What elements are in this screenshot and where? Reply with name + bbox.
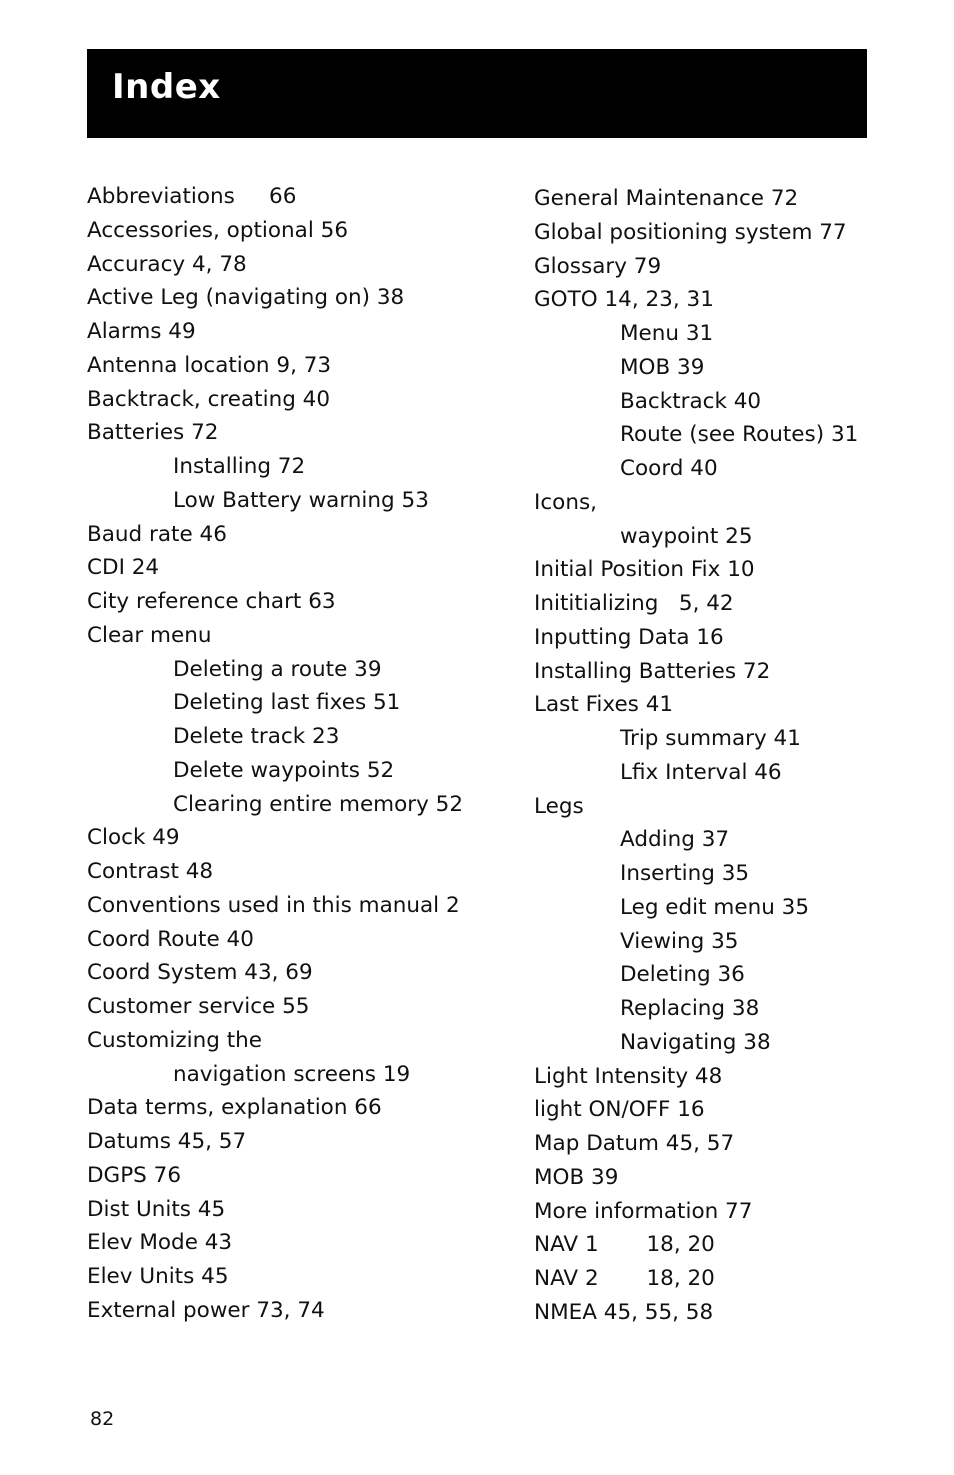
index-subentry: Lfix Interval 46 [620, 759, 782, 785]
index-entry: Inputting Data 16 [534, 624, 724, 650]
index-subentry: navigation screens 19 [173, 1061, 411, 1087]
index-subentry: Adding 37 [620, 827, 730, 853]
index-entry: Datums 45, 57 [87, 1129, 247, 1154]
index-entry: DGPS 76 [87, 1162, 182, 1188]
index-entry: Customizing the [87, 1027, 262, 1053]
index-entry: Conventions used in this manual 2 [87, 892, 460, 918]
index-entry: Batteries 72 [87, 420, 219, 446]
index-entry: Customer service 55 [87, 994, 310, 1019]
index-subentry: Trip summary 41 [620, 726, 801, 751]
index-entry: Active Leg (navigating on) 38 [87, 285, 405, 311]
index-subentry: Installing 72 [173, 454, 306, 479]
index-entry: Dist Units 45 [87, 1196, 226, 1222]
index-entry: Contrast 48 [87, 859, 214, 884]
index-subentry: Replacing 38 [620, 996, 760, 1021]
index-entry: Coord Route 40 [87, 926, 254, 952]
index-entry: GOTO 14, 23, 31 [534, 287, 714, 313]
index-entry: Abbreviations 66 [87, 184, 297, 209]
index-subentry: Inserting 35 [620, 861, 750, 886]
index-subentry: Deleting a route 39 [173, 656, 382, 682]
index-entry: NAV 1 18, 20 [534, 1232, 715, 1258]
index-subentry: MOB 39 [620, 354, 705, 380]
index-subentry: Deleting 36 [620, 962, 745, 988]
index-entry: Clock 49 [87, 825, 180, 851]
index-entry: General Maintenance 72 [534, 186, 799, 211]
index-column-right [534, 182, 944, 1330]
page-number: 82 [90, 1408, 115, 1430]
index-entry: Icons, [534, 489, 597, 515]
index-entry: Installing Batteries 72 [534, 658, 771, 684]
index-entry: More information 77 [534, 1198, 753, 1224]
index-entry: Antenna location 9, 73 [87, 352, 332, 378]
index-subentry: Backtrack 40 [620, 388, 762, 414]
index-entry: Accuracy 4, 78 [87, 251, 247, 277]
index-subentry: Deleting last fixes 51 [173, 690, 401, 716]
index-entry: Legs [534, 793, 584, 819]
index-entry: Global positioning system 77 [534, 219, 847, 245]
index-entry: CDI 24 [87, 555, 160, 581]
index-entry: Light Intensity 48 [534, 1063, 723, 1089]
index-entry: Inititializing 5, 42 [534, 591, 734, 616]
index-entry: City reference chart 63 [87, 589, 336, 614]
index-column-left [87, 180, 497, 1328]
index-subentry: waypoint 25 [620, 523, 753, 549]
index-subentry: Route (see Routes) 31 [620, 422, 859, 448]
index-entry: Elev Mode 43 [87, 1230, 233, 1256]
index-entry: Glossary 79 [534, 253, 662, 279]
index-entry: Coord System 43, 69 [87, 960, 313, 986]
index-entry: Baud rate 46 [87, 521, 227, 547]
index-entry: Accessories, optional 56 [87, 217, 348, 243]
index-subentry: Navigating 38 [620, 1029, 771, 1055]
index-entry: Backtrack, creating 40 [87, 386, 331, 412]
index-entry: Alarms 49 [87, 319, 196, 344]
index-entry: Last Fixes 41 [534, 692, 674, 718]
index-entry: NMEA 45, 55, 58 [534, 1299, 714, 1325]
index-entry: Map Datum 45, 57 [534, 1131, 735, 1156]
index-header-bar [87, 49, 867, 138]
index-entry: Data terms, explanation 66 [87, 1095, 382, 1121]
index-entry: MOB 39 [534, 1164, 619, 1190]
index-entry: Elev Units 45 [87, 1264, 229, 1289]
index-subentry: Leg edit menu 35 [620, 894, 810, 920]
index-entry: Clear menu [87, 622, 212, 648]
page-title: Index [112, 67, 221, 107]
index-subentry: Coord 40 [620, 456, 718, 481]
index-subentry: Viewing 35 [620, 928, 739, 954]
index-entry: External power 73, 74 [87, 1297, 325, 1323]
index-subentry: Delete track 23 [173, 724, 340, 749]
index-subentry: Delete waypoints 52 [173, 757, 395, 783]
index-subentry: Low Battery warning 53 [173, 487, 429, 513]
index-subentry: Clearing entire memory 52 [173, 791, 464, 817]
index-subentry: Menu 31 [620, 321, 714, 346]
index-entry: NAV 2 18, 20 [534, 1266, 715, 1291]
index-entry: light ON/OFF 16 [534, 1097, 705, 1123]
index-entry: Initial Position Fix 10 [534, 557, 755, 583]
